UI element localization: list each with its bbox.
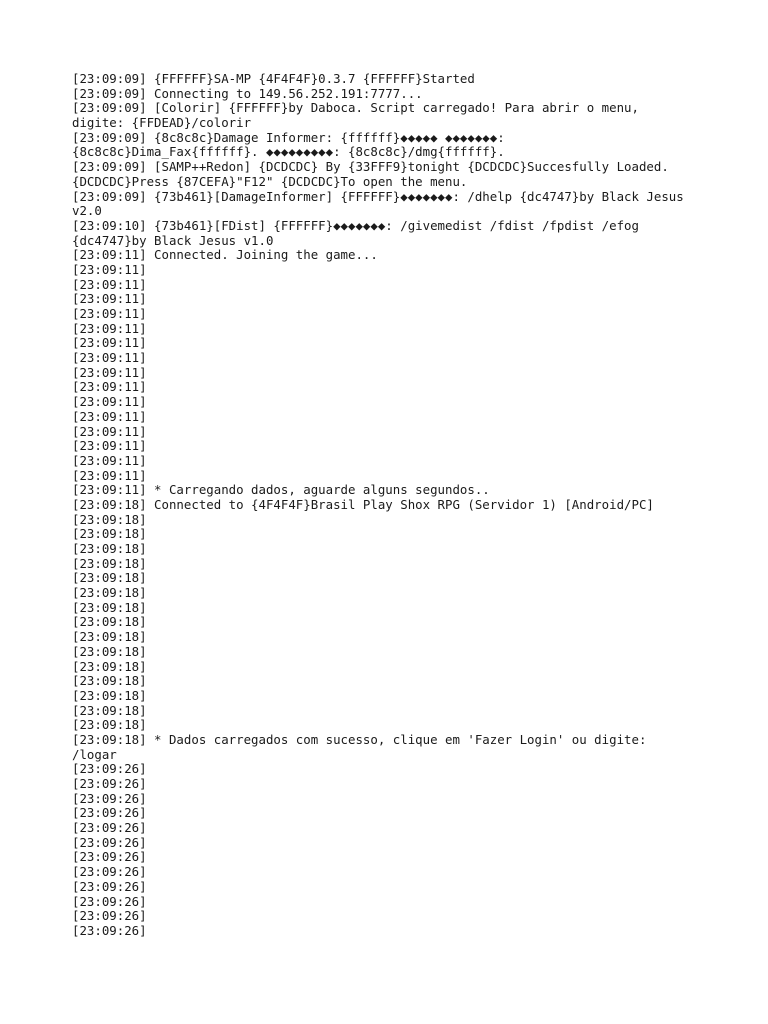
log-line: [23:09:18] (72, 585, 147, 601)
log-line: [23:09:09] {FFFFFF}SA-MP {4F4F4F}0.3.7 {FFFFFF}Started (72, 71, 475, 86)
log-line: digite: {FFDEAD}/colorir (72, 115, 252, 131)
log-line: [23:09:26] (72, 776, 147, 791)
log-line: [23:09:09] {8c8c8c}Damage Informer: {ffffff}◆◆◆◆◆ ◆◆◆◆◆◆◆: (72, 129, 505, 145)
log-line: [23:09:18] (72, 541, 147, 556)
log-line: [23:09:18] (72, 687, 147, 703)
log-line: [23:09:26] (72, 908, 147, 924)
log-line: [23:09:26] (72, 761, 147, 777)
log-line: [23:09:26] (72, 834, 147, 850)
log-line: [23:09:26] (72, 820, 147, 836)
log-line: [23:09:11] (72, 306, 147, 321)
log-line: [23:09:18] (72, 526, 147, 542)
log-line: v2.0 (72, 203, 102, 219)
log-line: [23:09:26] (72, 864, 147, 880)
log-line: [23:09:18] (72, 614, 147, 630)
log-line: [23:09:18] (72, 555, 147, 571)
log-line: [23:09:18] Connected to {4F4F4F}Brasil Play Shox RPG (Servidor 1) [Android/PC] (72, 496, 654, 512)
log-line: [23:09:26] (72, 878, 147, 894)
log-line: [23:09:26] (72, 922, 147, 938)
log-line: {dc4747}by Black Jesus v1.0 (72, 232, 274, 248)
log-line: [23:09:11] (72, 467, 147, 483)
log-line: [23:09:11] (72, 350, 147, 366)
log-line: [23:09:18] (72, 673, 147, 689)
log-line: [23:09:18] (72, 570, 147, 586)
log-line: [23:09:11] (72, 364, 147, 380)
log-line: [23:09:11] (72, 438, 147, 454)
log-line: [23:09:11] (72, 408, 147, 424)
log-line: /logar (72, 746, 117, 762)
log-line: [23:09:11] (72, 276, 147, 292)
log-line: {8c8c8c}Dima_Fax{ffffff}. ◆◆◆◆◆◆◆◆◆: {8c8c8c}/dmg{ffffff}. (72, 144, 505, 160)
log-line: [23:09:09] Connecting to 149.56.252.191:7777... (72, 85, 423, 101)
log-line: [23:09:18] (72, 629, 147, 645)
log-line: [23:09:11] (72, 423, 147, 439)
log-line: [23:09:26] (72, 849, 147, 865)
log-line: [23:09:11] (72, 261, 147, 277)
chat-log (72, 72, 694, 939)
log-line: [23:09:11] Connected. Joining the game... (72, 247, 378, 263)
log-line: [23:09:10] {73b461}[FDist] {FFFFFF}◆◆◆◆◆◆◆: /givemedist /fdist /fpdist /efog (72, 217, 639, 233)
log-line: [23:09:11] (72, 379, 147, 395)
log-line: [23:09:11] * Carregando dados, aguarde alguns segundos.. (72, 482, 490, 498)
log-line: [23:09:11] (72, 291, 147, 307)
log-line: [23:09:09] {73b461}[DamageInformer] {FFFFFF}◆◆◆◆◆◆◆: /dhelp {dc4747}by Black Jesus (72, 188, 684, 204)
log-line: {DCDCDC}Press {87CEFA}"F12" {DCDCDC}To open the menu. (72, 173, 468, 189)
log-line: [23:09:11] (72, 335, 147, 351)
log-line: [23:09:09] [Colorir] {FFFFFF}by Daboca. Script carregado! Para abrir o menu, (72, 100, 639, 116)
log-line: [23:09:11] (72, 394, 147, 410)
log-line: [23:09:18] (72, 643, 147, 659)
log-line: [23:09:26] (72, 805, 147, 821)
log-line: [23:09:18] (72, 717, 147, 733)
log-line: [23:09:18] (72, 511, 147, 527)
log-line: [23:09:26] (72, 790, 147, 806)
log-line: [23:09:18] (72, 599, 147, 615)
log-line: [23:09:18] (72, 658, 147, 674)
log-line: [23:09:26] (72, 893, 147, 909)
log-line: [23:09:18] (72, 702, 147, 718)
log-line: [23:09:18] * Dados carregados com sucesso, clique em 'Fazer Login' ou digite: (72, 731, 647, 747)
log-line: [23:09:09] [SAMP++Redon] {DCDCDC} By {33FFF9}tonight {DCDCDC}Succesfully Loaded. (72, 159, 669, 175)
log-line: [23:09:11] (72, 320, 147, 336)
log-line: [23:09:11] (72, 452, 147, 468)
